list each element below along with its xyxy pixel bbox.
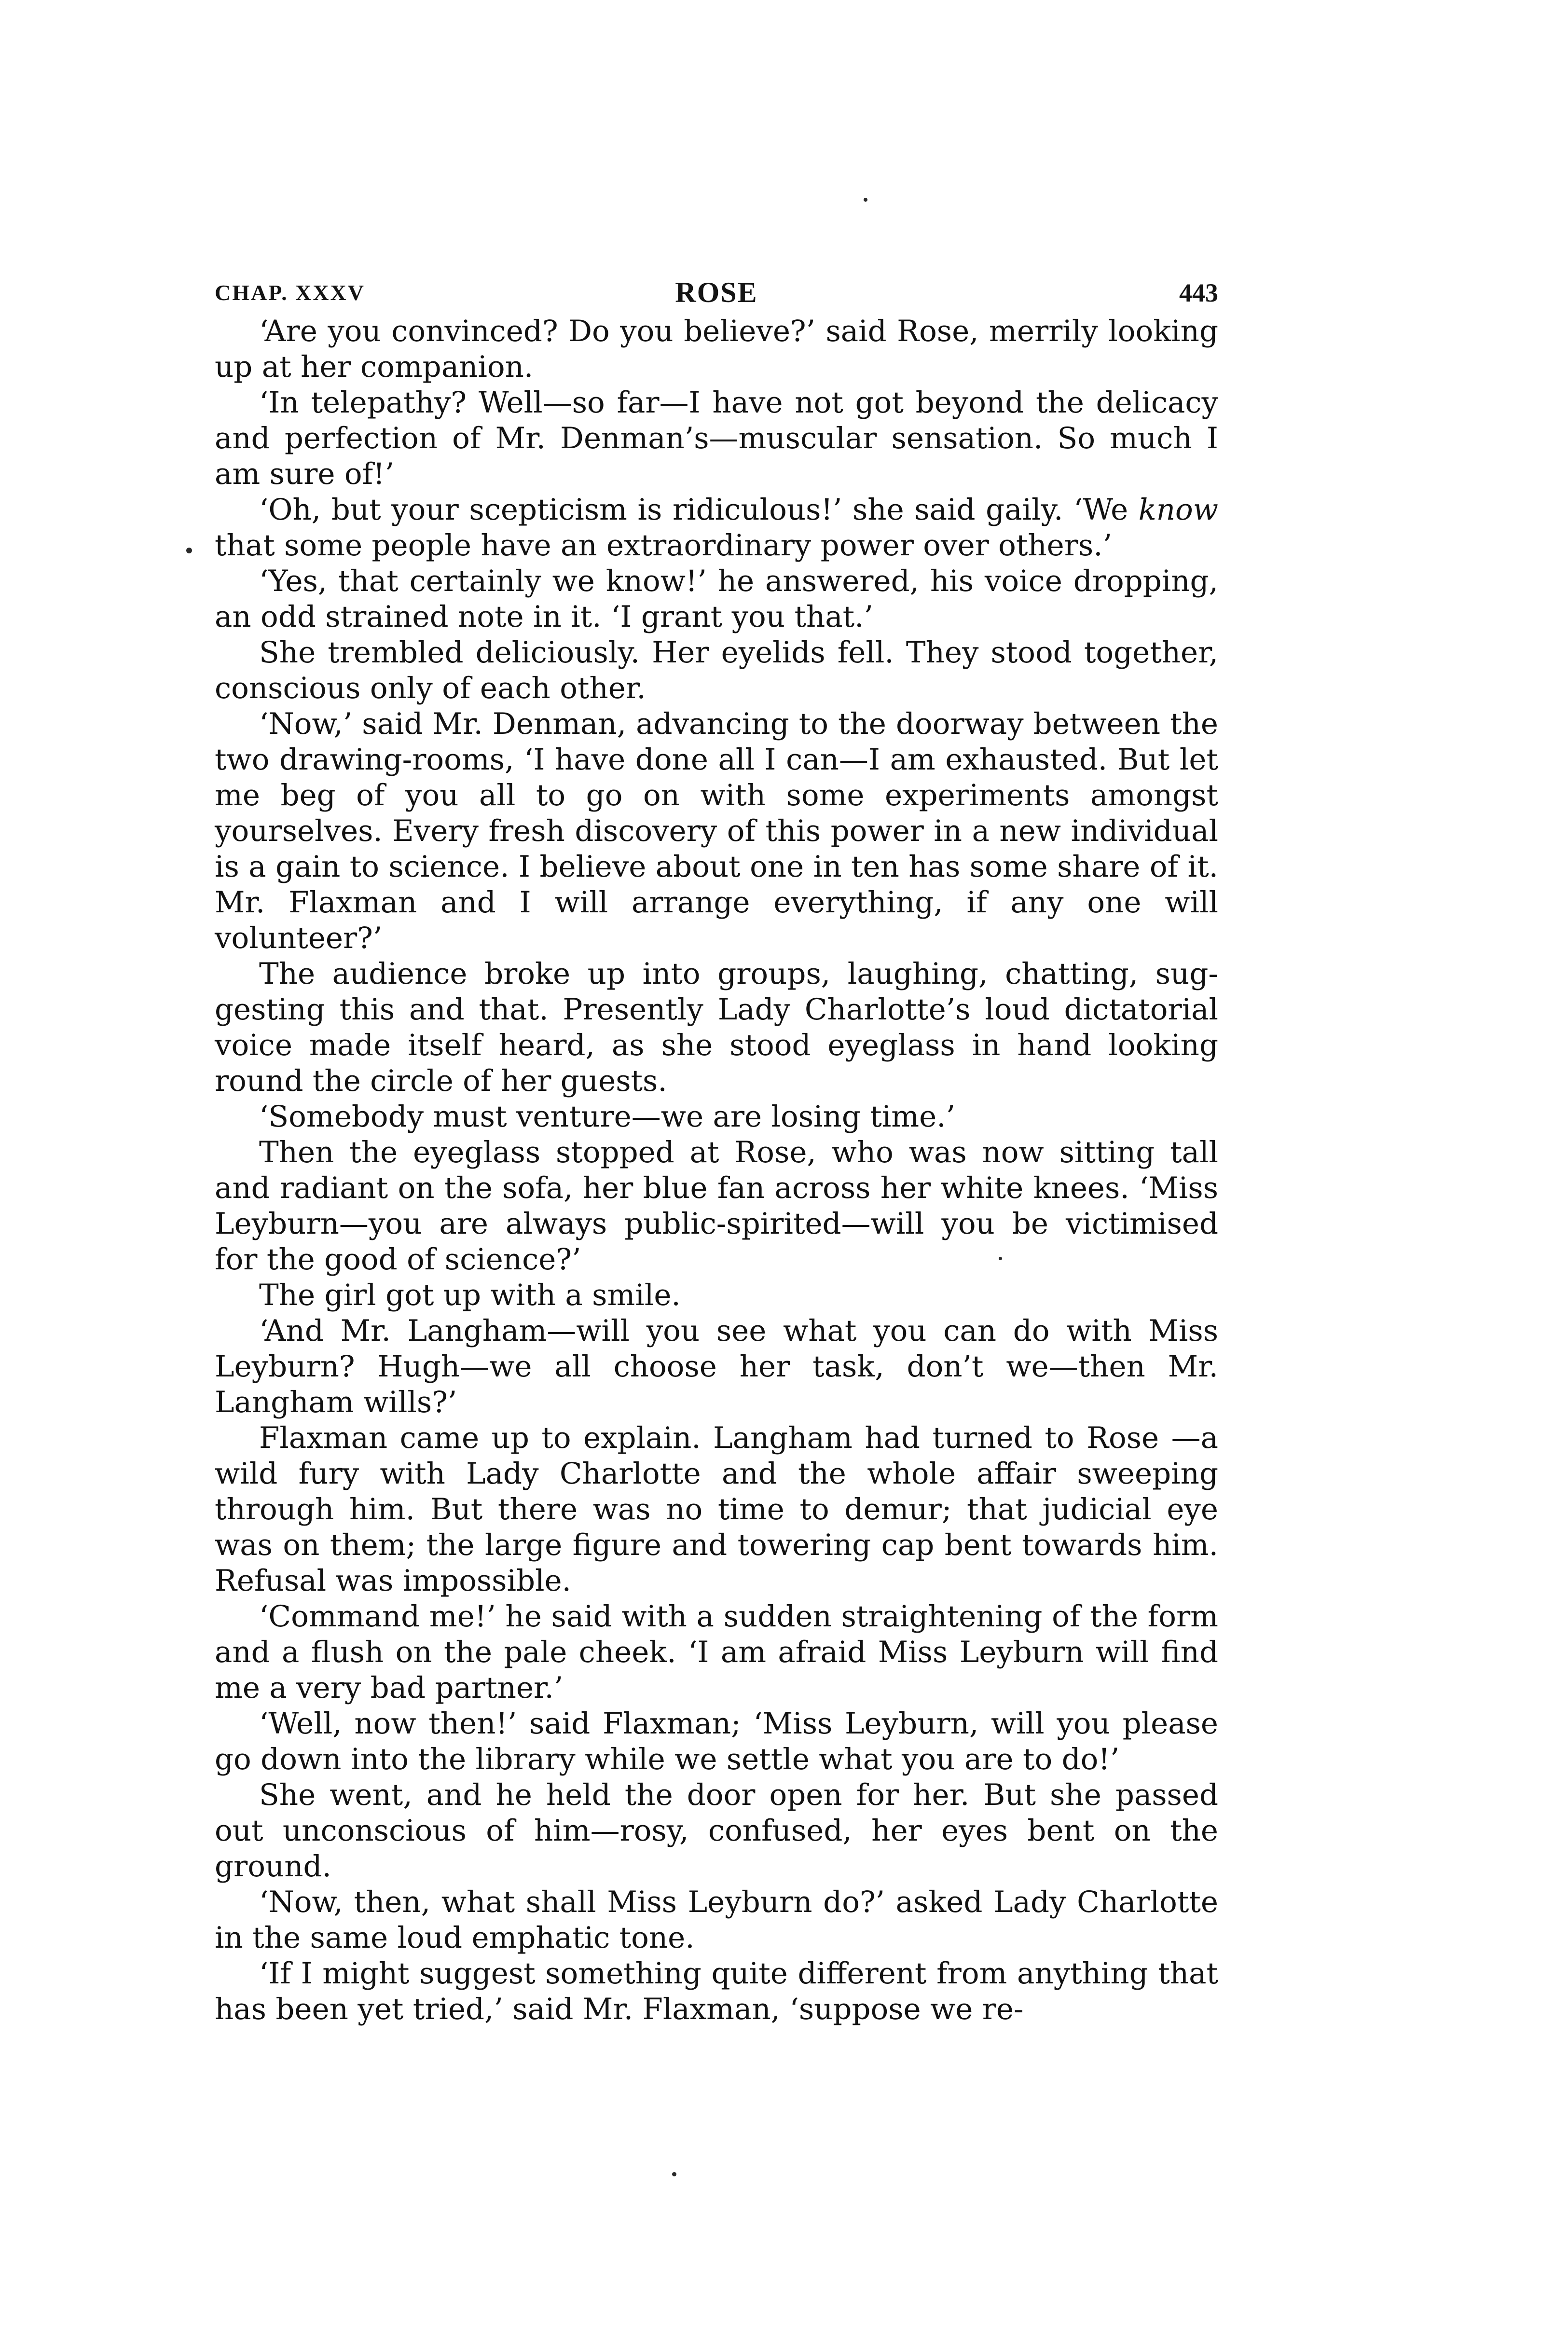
paragraph: The girl got up with a smile. (259, 1278, 681, 1312)
page-title: ROSE (675, 276, 758, 308)
paragraph: Then the eyeglass stopped at Rose, who was now sitting tall and radiant on the sofa, her blue fan across her white knees. ‘Miss Leyburn—you are always public-spirited—will you be victimised for the good of science?’ (215, 1135, 1218, 1277)
scan-speck (999, 1257, 1002, 1260)
paragraph: She trembled deliciously. Her eyelids fell. They stood together, conscious only of each other. (215, 635, 1218, 705)
body-text (215, 314, 1218, 2027)
paragraph: ‘Well, now then!’ said Flaxman; ‘Miss Leyburn, will you please go down into the library while we settle what you are to do!’ (215, 1706, 1218, 1776)
paragraph (215, 492, 1218, 564)
running-head (215, 276, 1218, 319)
emphasis-text: know (1138, 493, 1218, 527)
paragraph: ‘If I might suggest something quite different from anything that has been yet tried,’ said Mr. Flaxman, ‘suppose we re- (215, 1956, 1218, 2026)
scan-speck (186, 548, 192, 553)
scan-speck (672, 2172, 676, 2176)
paragraph: ‘Yes, that certainly we know!’ he answered, his voice dropping, an odd strained note in it. ‘I grant you that.’ (215, 564, 1218, 634)
paragraph: ‘In telepathy? Well—so far—I have not got beyond the delicacy and perfection of Mr. Denman’s—muscular sensation. So much I am sure of!’ (215, 385, 1218, 491)
paragraph: She went, and he held the door open for her. But she passed out unconscious of him—rosy, confused, her eyes bent on the ground. (215, 1778, 1218, 1884)
paragraph-text: ‘Oh, but your scepticism is ridiculous!’ she said gaily. ‘We (259, 493, 1139, 527)
paragraph-text: that some people have an extraordinary power over others.’ (215, 528, 1112, 563)
chapter-label: CHAP. XXXV (215, 280, 365, 305)
scan-speck (864, 198, 867, 202)
paragraph: ‘Are you convinced? Do you believe?’ said Rose, merrily looking up at her companion. (215, 314, 1218, 384)
paragraph: The audience broke up into groups, laughing, chatting, suggesting this and that. Presently Lady Charlotte’s loud dictatorial voice made itself heard, as she stood eyeglass in hand looking round the circle of her guests. (215, 957, 1218, 1098)
paragraph: ‘Somebody must venture—we are losing time.’ (259, 1100, 956, 1134)
page-number: 443 (1179, 278, 1218, 307)
paragraph: ‘And Mr. Langham—will you see what you can do with Miss Leyburn? Hugh—we all choose her task, don’t we—then Mr. Langham wills?’ (215, 1314, 1218, 1419)
paragraph: ‘Now,’ said Mr. Denman, advancing to the doorway between the two drawing-rooms, ‘I have done all I can—I am exhausted. But let me beg of you all to go on with some experiments amongst yourselves. Every fresh discovery of this power in a new individual is a gain to science. I believe about one in ten has some share of it. Mr. Flaxman and I will arrange everything, if any one will volunteer?’ (215, 707, 1218, 955)
paragraph: Flaxman came up to explain. Langham had turned to Rose —a wild fury with Lady Charlotte and the whole affair sweeping through him. But there was no time to demur; that judicial eye was on them; the large figure and towering cap bent towards him. Refusal was impossible. (215, 1421, 1218, 1598)
paragraph: ‘Command me!’ he said with a sudden straightening of the form and a flush on the pale cheek. ‘I am afraid Miss Leyburn will find me a very bad partner.’ (215, 1599, 1218, 1705)
paragraph: ‘Now, then, what shall Miss Leyburn do?’ asked Lady Charlotte in the same loud emphatic tone. (215, 1885, 1218, 1955)
